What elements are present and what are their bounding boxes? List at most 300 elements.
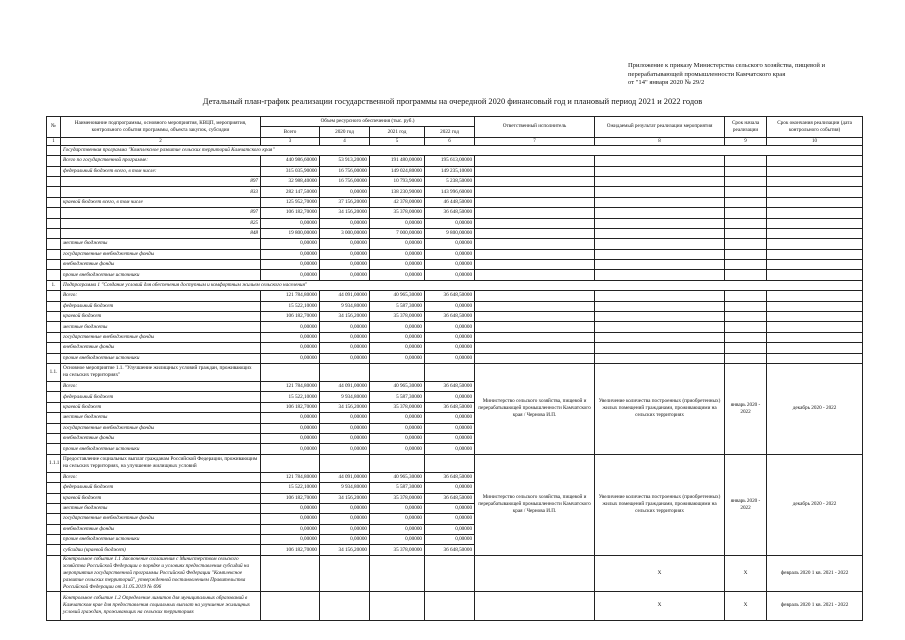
amount-y2022: 5 238,50000 xyxy=(425,176,475,186)
finance-label: государственные внебюджетные фонды xyxy=(61,514,261,524)
amount-total: 121 784,80000 xyxy=(261,472,320,482)
amount-y2021: 149 024,80000 xyxy=(370,166,425,176)
empty-cell xyxy=(320,555,370,591)
finance-label: внебюджетные фонды xyxy=(61,524,261,534)
amount-total: 315 035,90000 xyxy=(261,166,320,176)
amount-y2020: 34 156,20000 xyxy=(320,493,370,503)
empty-cell xyxy=(475,208,595,218)
empty-cell xyxy=(767,187,863,197)
finance-label: 897 xyxy=(61,176,261,186)
amount-y2022: 0,00000 xyxy=(425,514,475,524)
amount-y2022: 0,00000 xyxy=(425,503,475,513)
col-no: № xyxy=(47,117,61,138)
amount-y2020: 0,00000 xyxy=(320,249,370,259)
col-2021: 2021 год xyxy=(370,127,425,137)
amount-y2022: 0,00000 xyxy=(425,270,475,280)
amount-y2020: 0,00000 xyxy=(320,433,370,443)
row-number xyxy=(47,218,61,228)
row-number xyxy=(47,514,61,524)
finance-label: государственные внебюджетные фонды xyxy=(61,332,261,342)
subprogram-finance-row xyxy=(47,332,863,342)
finance-label: государственные внебюджетные фонды xyxy=(61,423,261,433)
amount-total: 0,00000 xyxy=(261,249,320,259)
amount-y2022: 0,00000 xyxy=(425,483,475,493)
amount-total: 0,00000 xyxy=(261,413,320,423)
empty-cell xyxy=(475,228,595,238)
col-end: Срок окончания реализации (дата контрольного события) xyxy=(767,117,863,138)
program-finance-row xyxy=(47,166,863,176)
finance-label: прочие внебюджетные источники xyxy=(61,270,261,280)
amount-total: 282 147,50000 xyxy=(261,187,320,197)
amount-y2021: 138 230,90000 xyxy=(370,187,425,197)
amount-y2022: 0,00000 xyxy=(425,301,475,311)
empty-cell xyxy=(425,454,475,472)
amount-total: 125 952,70000 xyxy=(261,197,320,207)
subprogram-title: Подпрограмма 1 "Создание условий для обеспечения доступным и комфортным жильем сельского населения" xyxy=(61,280,863,290)
empty-cell xyxy=(767,332,863,342)
empty-cell xyxy=(475,156,595,166)
amount-y2020: 0,00000 xyxy=(320,444,370,454)
empty-cell xyxy=(595,301,725,311)
empty-cell xyxy=(595,166,725,176)
x-mark: X xyxy=(725,555,767,591)
amount-total: 0,00000 xyxy=(261,218,320,228)
amount-total: 106 182,70000 xyxy=(261,545,320,555)
amount-y2022: 0,00000 xyxy=(425,249,475,259)
amount-y2022: 0,00000 xyxy=(425,332,475,342)
program-finance-row xyxy=(47,176,863,186)
finance-label: местные бюджеты xyxy=(61,413,261,423)
amount-y2022: 195 613,00000 xyxy=(425,156,475,166)
amount-total: 0,00000 xyxy=(261,524,320,534)
empty-cell xyxy=(261,454,320,472)
row-number xyxy=(47,228,61,238)
event-title: Предоставление социальных выплат гражданам Российской Федерации, проживающим на сельских территориях, на улучшение жилищных условий xyxy=(61,454,261,472)
finance-label: прочие внебюджетные источники xyxy=(61,444,261,454)
amount-y2022: 0,00000 xyxy=(425,413,475,423)
control-event-text: Контрольное событие 1.2 Определение лимитов для муниципальных образований в Камчатском крае для предоставления социальных выплат на улучшение жилищных условий граждан, проживающих на сельских территориях xyxy=(61,591,261,620)
amount-y2020: 0,00000 xyxy=(320,332,370,342)
control-event-row xyxy=(47,555,863,591)
amount-y2021: 35 378,00000 xyxy=(370,545,425,555)
empty-cell xyxy=(595,332,725,342)
amount-y2021: 0,00000 xyxy=(370,322,425,332)
empty-cell xyxy=(595,291,725,301)
amount-y2021: 42 378,00000 xyxy=(370,197,425,207)
empty-cell xyxy=(767,322,863,332)
finance-label: Всего по государственной программе: xyxy=(61,156,261,166)
empty-cell xyxy=(475,176,595,186)
amount-y2021: 0,00000 xyxy=(370,260,425,270)
finance-label: Всего: xyxy=(61,381,261,391)
idx-cell: 3 xyxy=(261,137,320,145)
empty-cell xyxy=(767,301,863,311)
empty-cell xyxy=(475,249,595,259)
idx-cell: 8 xyxy=(595,137,725,145)
program-finance-row xyxy=(47,156,863,166)
amount-y2020: 0,00000 xyxy=(320,239,370,249)
empty-cell xyxy=(767,208,863,218)
row-number xyxy=(47,166,61,176)
empty-cell xyxy=(475,218,595,228)
amount-total: 0,00000 xyxy=(261,433,320,443)
amount-total: 0,00000 xyxy=(261,260,320,270)
amount-y2021: 10 793,90000 xyxy=(370,176,425,186)
empty-cell xyxy=(595,176,725,186)
amount-y2020: 37 156,20000 xyxy=(320,197,370,207)
finance-label: прочие внебюджетные источники xyxy=(61,535,261,545)
amount-y2020: 34 156,20000 xyxy=(320,545,370,555)
amount-y2021: 0,00000 xyxy=(370,218,425,228)
empty-cell xyxy=(725,301,767,311)
amount-y2022: 0,00000 xyxy=(425,322,475,332)
row-number xyxy=(47,433,61,443)
subprogram-title-row xyxy=(47,280,863,290)
empty-cell xyxy=(767,270,863,280)
empty-cell xyxy=(475,322,595,332)
empty-cell xyxy=(767,291,863,301)
executor: Министерство сельского хозяйства, пищевой и перерабатывающей промышленности Камчатского края / Чернова И.П. xyxy=(475,454,595,555)
subprogram-finance-row xyxy=(47,312,863,322)
col-result: Ожидаемый результат реализации мероприятия xyxy=(595,117,725,138)
empty-cell xyxy=(595,270,725,280)
amount-y2020: 16 756,00000 xyxy=(320,166,370,176)
amount-total: 0,00000 xyxy=(261,322,320,332)
empty-cell xyxy=(425,591,475,620)
finance-label: местные бюджеты xyxy=(61,322,261,332)
control-event-row xyxy=(47,591,863,620)
amount-y2020: 34 156,20000 xyxy=(320,208,370,218)
amount-y2021: 0,00000 xyxy=(370,503,425,513)
idx-cell: 2 xyxy=(61,137,261,145)
empty-cell xyxy=(595,343,725,353)
amount-y2021: 0,00000 xyxy=(370,514,425,524)
row-number xyxy=(47,332,61,342)
amount-total: 15 522,10000 xyxy=(261,392,320,402)
row-number: 1.1. xyxy=(47,363,61,381)
amount-y2020: 0,00000 xyxy=(320,270,370,280)
col-total: Всего xyxy=(261,127,320,137)
col-executor: Ответственный исполнитель xyxy=(475,117,595,138)
empty-cell xyxy=(725,166,767,176)
plan-table xyxy=(46,116,863,621)
col-name: Наименование подпрограммы, основного мероприятия, КВЦП, мероприятия, контрольного события программы, объекта закупок, субсидии xyxy=(61,117,261,138)
empty-cell xyxy=(261,591,320,620)
amount-total: 106 182,70000 xyxy=(261,493,320,503)
program-finance-row xyxy=(47,239,863,249)
row-number xyxy=(47,208,61,218)
row-number xyxy=(47,591,61,620)
subprogram-finance-row xyxy=(47,291,863,301)
empty-cell xyxy=(767,353,863,363)
row-number xyxy=(47,524,61,534)
amount-y2021: 40 965,30000 xyxy=(370,472,425,482)
amount-y2022: 0,00000 xyxy=(425,353,475,363)
amount-total: 106 182,70000 xyxy=(261,208,320,218)
empty-cell xyxy=(595,249,725,259)
empty-cell xyxy=(725,197,767,207)
amount-y2020: 9 934,80000 xyxy=(320,301,370,311)
end-date: декабрь 2020 - 2022 xyxy=(767,454,863,555)
subprogram-finance-row xyxy=(47,322,863,332)
empty-cell xyxy=(767,260,863,270)
start-date: январь 2020 - 2022 xyxy=(725,454,767,555)
finance-label: 848 xyxy=(61,228,261,238)
finance-label: федеральный бюджет xyxy=(61,483,261,493)
finance-label: внебюджетные фонды xyxy=(61,433,261,443)
empty-cell xyxy=(475,260,595,270)
finance-label: внебюджетные фонды xyxy=(61,343,261,353)
amount-y2022: 0,00000 xyxy=(425,444,475,454)
appendix-note xyxy=(628,62,858,88)
program-finance-row xyxy=(47,218,863,228)
empty-cell xyxy=(767,176,863,186)
empty-cell xyxy=(425,555,475,591)
empty-cell xyxy=(475,312,595,322)
row-number xyxy=(47,402,61,412)
empty-cell xyxy=(261,363,320,381)
amount-total: 32 988,40000 xyxy=(261,176,320,186)
amount-y2020: 0,00000 xyxy=(320,218,370,228)
empty-cell xyxy=(725,332,767,342)
amount-total: 15 522,10000 xyxy=(261,301,320,311)
finance-label: 833 xyxy=(61,187,261,197)
empty-cell xyxy=(725,156,767,166)
program-finance-row xyxy=(47,197,863,207)
finance-label: Всего: xyxy=(61,472,261,482)
finance-label: 897 xyxy=(61,208,261,218)
amount-y2021: 35 378,00000 xyxy=(370,208,425,218)
empty-cell xyxy=(475,239,595,249)
amount-y2020: 0,00000 xyxy=(320,514,370,524)
row-number xyxy=(47,197,61,207)
empty-cell xyxy=(725,208,767,218)
finance-label: государственные внебюджетные фонды xyxy=(61,249,261,259)
idx-cell: 4 xyxy=(320,137,370,145)
column-index-row xyxy=(47,137,863,145)
subprogram-finance-row xyxy=(47,301,863,311)
control-date: февраль 2020 1 кв. 2021 - 2022 xyxy=(767,591,863,620)
expected-result: Увеличение количества построенных (приобретенных) жилых помещений гражданами, проживающими на сельских территориях xyxy=(595,454,725,555)
empty-cell xyxy=(475,270,595,280)
program-finance-row xyxy=(47,249,863,259)
empty-cell xyxy=(475,343,595,353)
amount-y2021: 35 378,00000 xyxy=(370,402,425,412)
amount-y2022: 0,00000 xyxy=(425,423,475,433)
amount-y2020: 9 934,80000 xyxy=(320,483,370,493)
amount-y2022: 149 235,10000 xyxy=(425,166,475,176)
col-volume: Объем ресурсного обеспечения (тыс. руб.) xyxy=(261,117,475,127)
empty-cell xyxy=(595,218,725,228)
amount-y2021: 191 480,00000 xyxy=(370,156,425,166)
col-2020: 2020 год xyxy=(320,127,370,137)
empty-cell xyxy=(725,260,767,270)
row-number xyxy=(47,483,61,493)
row-number: 1.1.1 xyxy=(47,454,61,472)
empty-cell xyxy=(767,249,863,259)
event-title-row xyxy=(47,454,863,472)
idx-cell: 6 xyxy=(425,137,475,145)
control-event-text: Контрольное событие 1.1 Заключение соглашения с Министерством сельского хозяйства Российской Федерации о порядке и условиях предоставления субсидий на мероприятия государственной программы Российской Федерации "Комплексное развитие сельских территорий", утвержденной постановлением Правительства Российской Федерации от 31.05.2019 № 696 xyxy=(61,555,261,591)
row-number xyxy=(47,343,61,353)
x-mark: X xyxy=(595,555,725,591)
amount-y2021: 7 000,00000 xyxy=(370,228,425,238)
row-number xyxy=(47,145,61,155)
program-finance-row xyxy=(47,260,863,270)
amount-y2022: 0,00000 xyxy=(425,343,475,353)
amount-y2021: 35 378,00000 xyxy=(370,493,425,503)
amount-y2021: 0,00000 xyxy=(370,332,425,342)
program-title-row xyxy=(47,145,863,155)
idx-cell: 7 xyxy=(475,137,595,145)
finance-label: субсидии (краевой бюджет) xyxy=(61,545,261,555)
amount-y2020: 53 913,20000 xyxy=(320,156,370,166)
amount-y2022: 0,00000 xyxy=(425,535,475,545)
empty-cell xyxy=(595,156,725,166)
amount-y2020: 34 156,20000 xyxy=(320,312,370,322)
empty-cell xyxy=(370,555,425,591)
amount-total: 15 522,10000 xyxy=(261,483,320,493)
amount-y2021: 0,00000 xyxy=(370,270,425,280)
amount-y2022: 36 648,50000 xyxy=(425,312,475,322)
row-number xyxy=(47,176,61,186)
amount-total: 0,00000 xyxy=(261,270,320,280)
empty-cell xyxy=(767,197,863,207)
program-finance-row xyxy=(47,270,863,280)
amount-y2020: 16 756,00000 xyxy=(320,176,370,186)
amount-y2022: 0,00000 xyxy=(425,218,475,228)
row-number xyxy=(47,392,61,402)
x-mark: X xyxy=(725,591,767,620)
row-number xyxy=(47,353,61,363)
finance-label: внебюджетные фонды xyxy=(61,260,261,270)
amount-y2021: 5 587,30000 xyxy=(370,392,425,402)
empty-cell xyxy=(425,363,475,381)
empty-cell xyxy=(767,239,863,249)
row-number xyxy=(47,503,61,513)
amount-y2020: 0,00000 xyxy=(320,322,370,332)
row-number xyxy=(47,239,61,249)
amount-y2022: 0,00000 xyxy=(425,433,475,443)
finance-label: Всего: xyxy=(61,291,261,301)
amount-y2020: 0,00000 xyxy=(320,423,370,433)
finance-label: федеральный бюджет xyxy=(61,392,261,402)
amount-y2022: 0,00000 xyxy=(425,239,475,249)
amount-y2020: 0,00000 xyxy=(320,353,370,363)
empty-cell xyxy=(370,454,425,472)
amount-y2021: 40 965,30000 xyxy=(370,381,425,391)
row-number xyxy=(47,260,61,270)
empty-cell xyxy=(595,197,725,207)
amount-total: 0,00000 xyxy=(261,239,320,249)
amount-y2022: 9 800,00000 xyxy=(425,228,475,238)
empty-cell xyxy=(595,187,725,197)
subprogram-finance-row xyxy=(47,353,863,363)
empty-cell xyxy=(725,239,767,249)
finance-label: федеральный бюджет всего, в том числе: xyxy=(61,166,261,176)
amount-y2022: 36 648,50000 xyxy=(425,472,475,482)
amount-y2021: 0,00000 xyxy=(370,413,425,423)
empty-cell xyxy=(725,218,767,228)
amount-y2021: 0,00000 xyxy=(370,249,425,259)
empty-cell xyxy=(767,312,863,322)
amount-total: 0,00000 xyxy=(261,423,320,433)
amount-y2022: 36 648,50000 xyxy=(425,381,475,391)
subprogram-finance-row xyxy=(47,343,863,353)
amount-y2021: 0,00000 xyxy=(370,535,425,545)
row-number xyxy=(47,413,61,423)
amount-y2022: 0,00000 xyxy=(425,392,475,402)
empty-cell xyxy=(475,332,595,342)
amount-y2020: 44 091,00000 xyxy=(320,472,370,482)
empty-cell xyxy=(475,301,595,311)
amount-total: 0,00000 xyxy=(261,503,320,513)
amount-total: 0,00000 xyxy=(261,535,320,545)
amount-total: 0,00000 xyxy=(261,353,320,363)
amount-total: 19 800,00000 xyxy=(261,228,320,238)
end-date: декабрь 2020 - 2022 xyxy=(767,363,863,454)
program-finance-row xyxy=(47,208,863,218)
row-number xyxy=(47,291,61,301)
idx-cell: 1 xyxy=(47,137,61,145)
measure-title: Основное мероприятие 1.1. "Улучшение жилищных условий граждан, проживающих на сельских территориях" xyxy=(61,363,261,381)
empty-cell xyxy=(767,218,863,228)
empty-cell xyxy=(725,322,767,332)
amount-y2022: 36 648,50000 xyxy=(425,291,475,301)
empty-cell xyxy=(595,208,725,218)
amount-y2020: 0,00000 xyxy=(320,503,370,513)
empty-cell xyxy=(370,363,425,381)
empty-cell xyxy=(370,591,425,620)
row-number xyxy=(47,472,61,482)
empty-cell xyxy=(767,156,863,166)
finance-label: местные бюджеты xyxy=(61,503,261,513)
amount-y2021: 0,00000 xyxy=(370,444,425,454)
x-mark: X xyxy=(595,591,725,620)
amount-total: 0,00000 xyxy=(261,343,320,353)
appendix-line-2: перерабатывающей промышленности Камчатского края xyxy=(628,70,786,78)
amount-total: 106 182,70000 xyxy=(261,402,320,412)
idx-cell: 9 xyxy=(725,137,767,145)
empty-cell xyxy=(320,454,370,472)
row-number: 1. xyxy=(47,280,61,290)
empty-cell xyxy=(320,591,370,620)
amount-y2020: 0,00000 xyxy=(320,343,370,353)
amount-y2020: 0,00000 xyxy=(320,413,370,423)
amount-y2021: 0,00000 xyxy=(370,353,425,363)
empty-cell xyxy=(725,187,767,197)
row-number xyxy=(47,156,61,166)
executor: Министерство сельского хозяйства, пищевой и перерабатывающей промышленности Камчатского края / Чернова И.П. xyxy=(475,363,595,454)
amount-total: 0,00000 xyxy=(261,514,320,524)
empty-cell xyxy=(320,363,370,381)
empty-cell xyxy=(595,322,725,332)
empty-cell xyxy=(725,353,767,363)
amount-y2020: 0,00000 xyxy=(320,524,370,534)
finance-label: 825 xyxy=(61,218,261,228)
row-number xyxy=(47,444,61,454)
finance-label: местные бюджеты xyxy=(61,239,261,249)
amount-y2020: 34 156,20000 xyxy=(320,402,370,412)
amount-y2022: 36 648,50000 xyxy=(425,208,475,218)
row-number xyxy=(47,312,61,322)
amount-y2022: 0,00000 xyxy=(425,524,475,534)
amount-y2020: 44 091,00000 xyxy=(320,381,370,391)
row-number xyxy=(47,493,61,503)
amount-total: 121 784,80000 xyxy=(261,291,320,301)
start-date: январь 2020 - 2022 xyxy=(725,363,767,454)
amount-y2020: 0,00000 xyxy=(320,535,370,545)
